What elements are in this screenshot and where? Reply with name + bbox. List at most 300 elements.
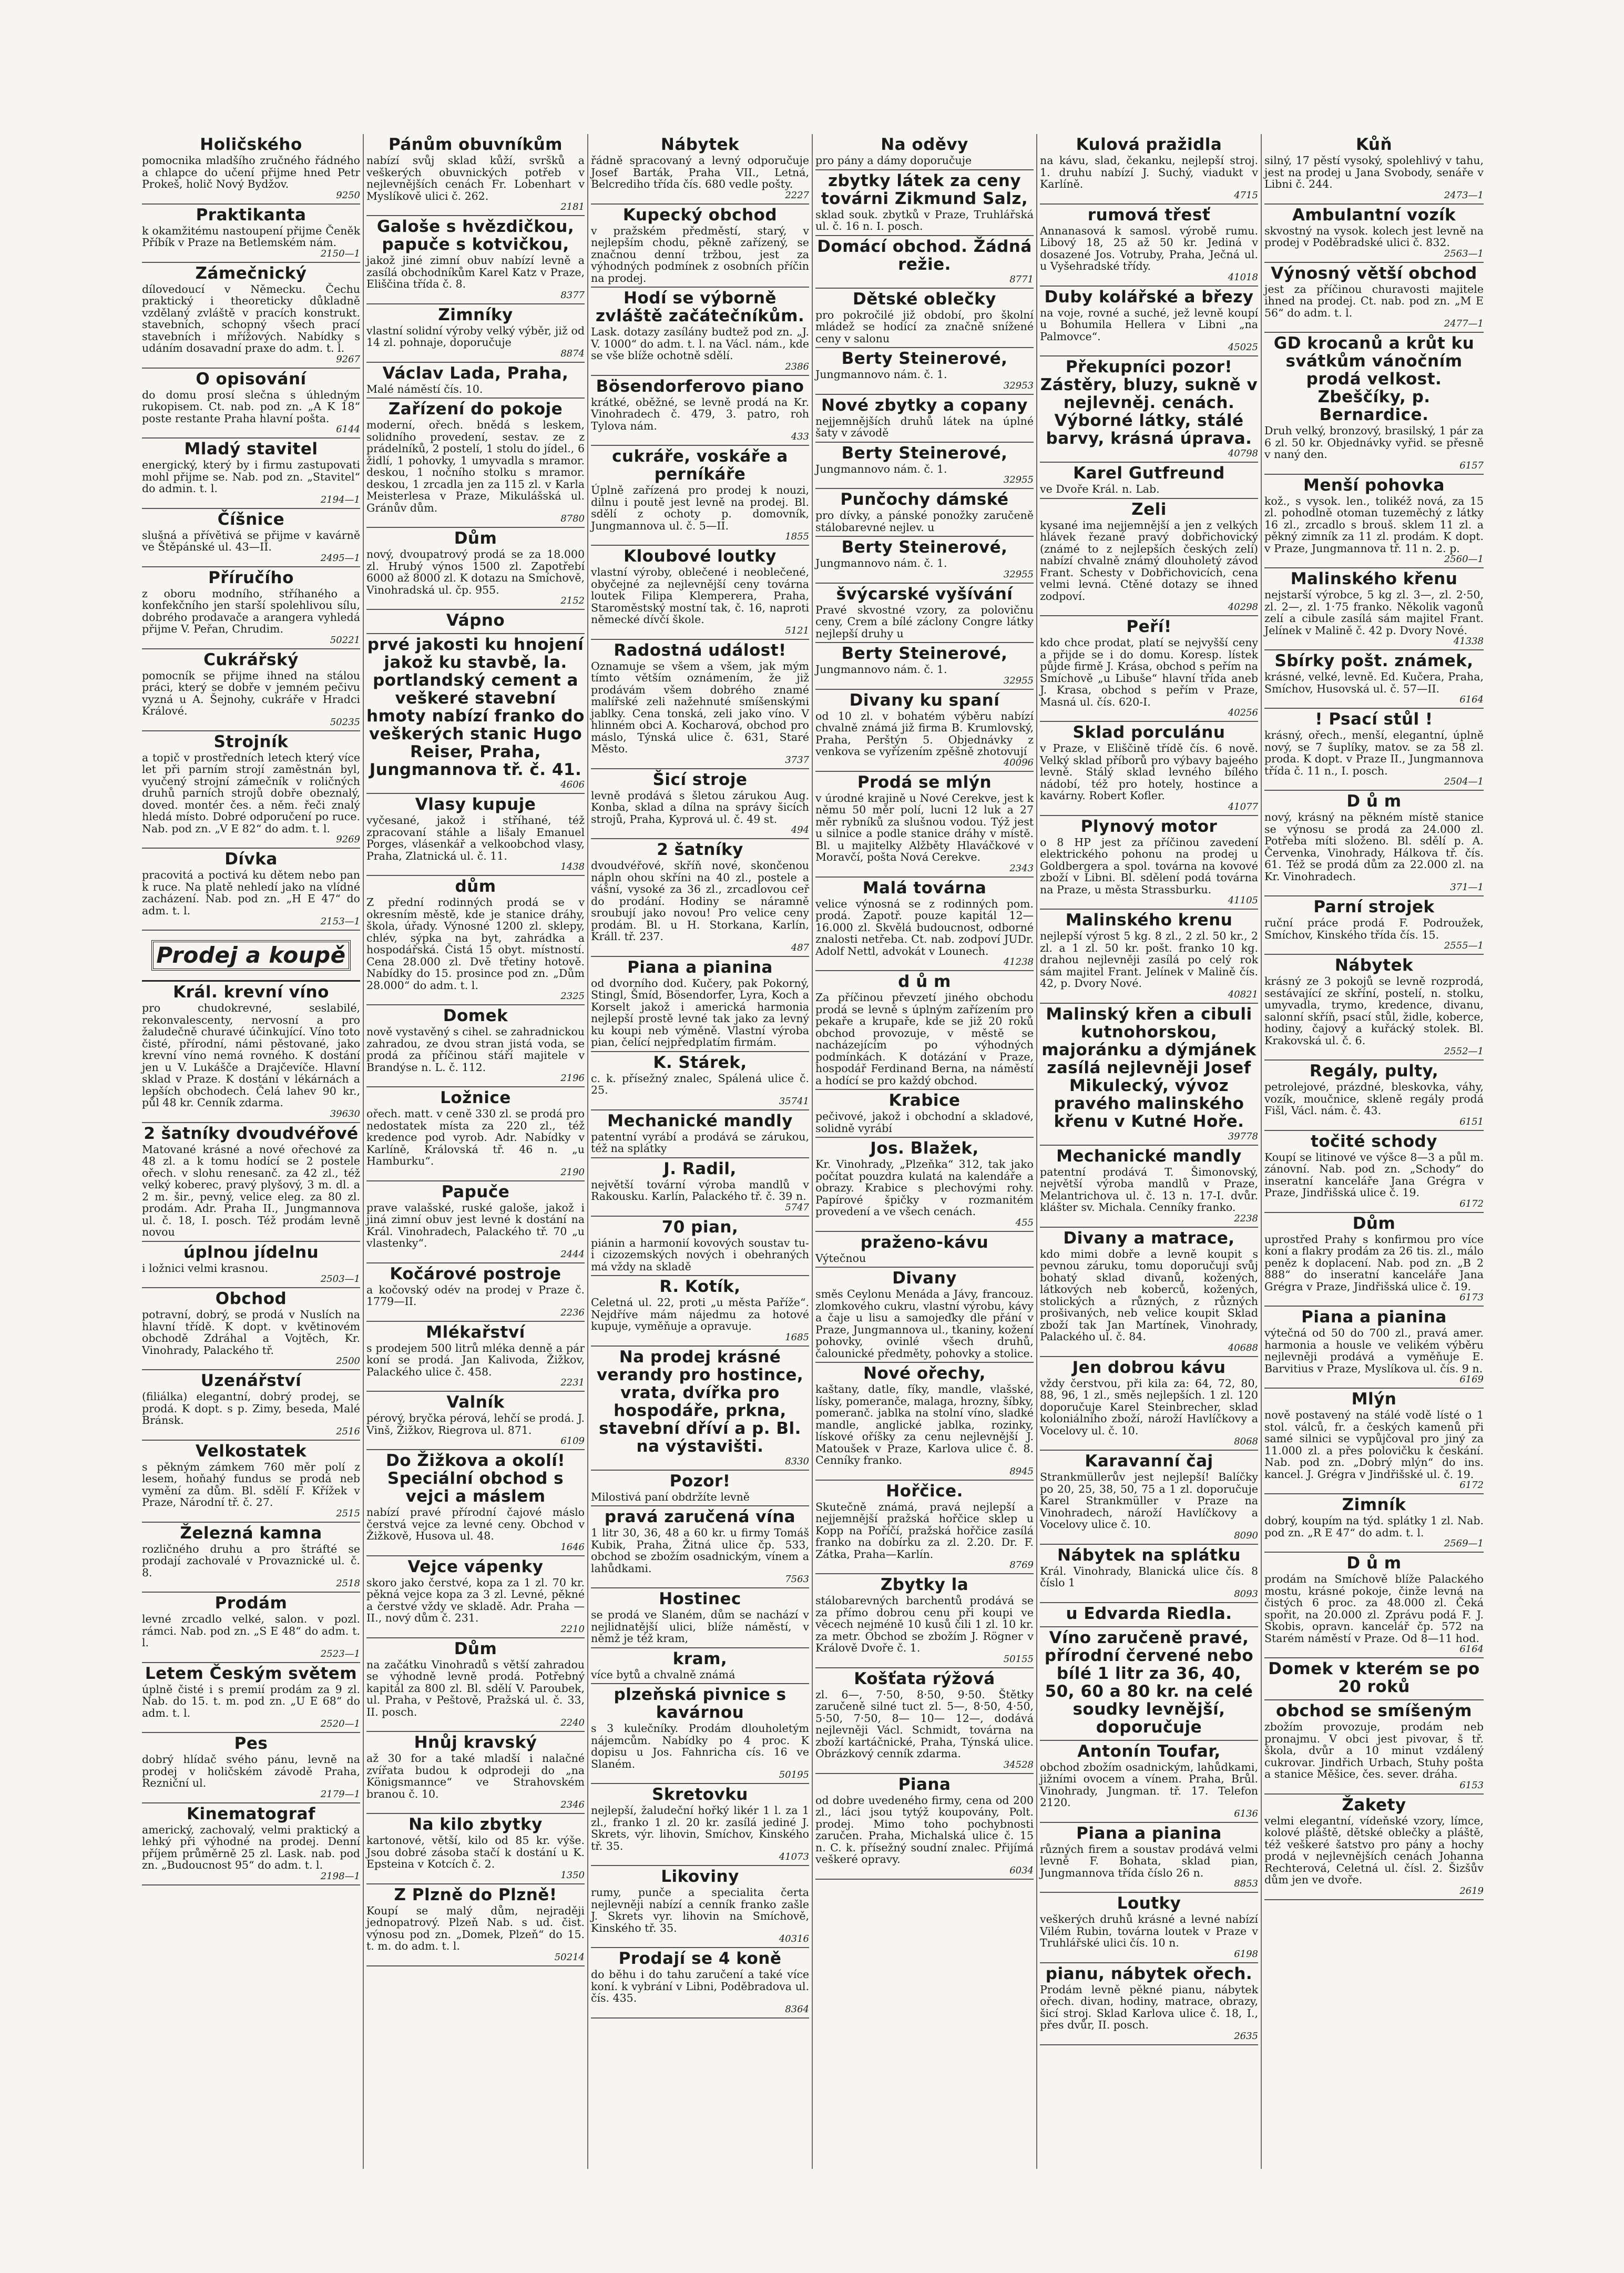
ad-heading: Valník xyxy=(446,1393,505,1412)
ad-body: více bytů a chvalně známá xyxy=(591,1668,736,1681)
ad-heading: Plynový motor xyxy=(1080,817,1218,836)
ad-body: petrolejové, prázdné, bleskovka, váhy, vozík, moučnice, skleně regály prodá Fišl, Václ. nám. č. 43. xyxy=(1264,1081,1484,1117)
ad-body: energický, který by i firmu zastupovati mohl přijme se. Nab. pod zn. „Stavitel“ do admin. t. l. xyxy=(142,458,360,495)
ad-number: 5747 xyxy=(785,1201,809,1213)
classified-ad xyxy=(1264,205,1484,263)
classified-ad xyxy=(1040,722,1258,816)
ad-body: s 3 kulečníky. Prodám dlouholetým nájemcům. Nabídky po 4 proc. K dopisu u Jos. Fahnricha cís. 16 ve Slaném. xyxy=(591,1722,809,1770)
ad-body: (filiálka) elegantní, dobrý prodej, se prodá. K dopt. s p. Zimy, beseda, Malé Bránsk. xyxy=(142,1390,360,1426)
ad-heading: Radostná událost! xyxy=(614,640,787,660)
ad-number: 371—1 xyxy=(1450,882,1484,893)
ad-body: dvoudvéřové, skříň nové, skončenou nápln ohou skříni na 40 zl., postele a vášní, vysoké za 36 zl., zrcadlovou ceř do prodání. Hodiny se náramně sroubují jako novou! Pro velice ceny prodám. Bl. u H. Storkana, Karlín, Králl. tř. 237. xyxy=(591,859,809,943)
ad-body: silný, 17 pěstí vysoký, spolehlivý v tahu, jest na prodej u Jana Svobody, senáře v Libni č. 244. xyxy=(1264,154,1484,190)
classified-ad xyxy=(815,1268,1034,1363)
ad-heading: Antonín Toufar, xyxy=(1077,1741,1221,1761)
ad-body: z oboru modního, stříhaného a konfekčního jen starší spolehlivou sílu, dobrého prodavače a arangera vyhledá přijme V. Peřan, Chrudim. xyxy=(142,587,360,635)
ad-body: od dobre uvedeného firmy, cena od 200 zl., láci jsou tytýž koupovány, Polt. prodej. Mimo toho pochybnosti zaručen. Praha, Michalská ulice č. 15 n. C. k. přísežný soudní znalec. Přijímá veškeré opravy. xyxy=(815,1793,1034,1866)
classified-ad xyxy=(591,1347,809,1471)
classified-ad xyxy=(1264,896,1484,955)
classified-ad xyxy=(591,1948,809,2019)
classified-ad xyxy=(142,1242,360,1289)
ad-body: obchod zbožím osadnickým, lahůdkami, jižními ovocem a vínem. Praha, Brůl. Vinohrady, Jungman. tř. 17. Telefon 2120. xyxy=(1040,1760,1258,1809)
ad-number: 34528 xyxy=(1003,1759,1034,1770)
ad-body: Kr. Vinohrady, „Plzeňka“ 312, tak jako počítat pouzdra kulatá na kalendáře a obrazy. Krabice s plechovými rohy. Papírové špičky v rozmanitém provedení a ve všech cenách. xyxy=(815,1158,1034,1218)
ad-heading: Na prodej krásné verandy pro hostince, vrata, dvířka pro hospodáře, prkna, stavební dříví a p. Bl. na výstavišti. xyxy=(596,1347,804,1456)
ad-number: 1855 xyxy=(785,531,809,542)
ad-number: 8945 xyxy=(1009,1465,1034,1477)
ad-heading: Domek xyxy=(443,1006,508,1025)
ad-number: 433 xyxy=(791,431,809,442)
ad-heading: Malinského křenu xyxy=(1290,569,1458,588)
ad-number: 41018 xyxy=(1228,271,1258,283)
classified-ad xyxy=(366,1814,585,1884)
classified-ad xyxy=(1264,1795,1484,1900)
classified-ad xyxy=(815,236,1034,289)
column-1 xyxy=(139,134,364,2169)
ad-body: moderní, ořech. bnědá s leskem, solidního provedení, sestav. ze z prádelníků, 2 postelí, 1 stolu do jídel., 6 židlí, 1 pohovky, 1 umyvadla s mramor. deskou, 1 nočního stolku s mramor. deskou, 1 zrcadla jen za 115 zl. v Karla Meisterlesa v Praze, Mikulášská ul. Gránův dům. xyxy=(366,419,585,514)
ad-body: levně prodává s šletou zárukou Aug. Konba, sklad a dílna na správy šicích strojů, Praha, Kyprová ul. č. 49 st. xyxy=(591,789,809,825)
ad-number: 3737 xyxy=(785,754,809,766)
classified-ad xyxy=(591,1276,809,1347)
ad-body: Jungmannovo nám. č. 1. xyxy=(815,368,947,381)
ad-number: 40256 xyxy=(1228,707,1258,718)
ad-heading: praženo-kávu xyxy=(860,1232,989,1252)
ad-body: levné zrcadlo velké, salon. v pozl. rámci. Nab. pod zn. „S E 48“ do adm. t. l. xyxy=(142,1613,360,1649)
ad-body: jest za příčinou churavosti majitele ihned na prodej. Ct. nab. pod zn. „M E 56“ do adm. t. l. xyxy=(1264,282,1484,319)
classified-ad xyxy=(142,439,360,509)
ad-heading: Mechanické mandly xyxy=(1056,1146,1242,1166)
ad-number: 2503—1 xyxy=(320,1273,360,1285)
ad-heading: úplnou jídelnu xyxy=(183,1242,319,1262)
ad-heading: Ambulantní vozík xyxy=(1292,205,1456,225)
ad-number: 45025 xyxy=(1228,342,1258,353)
ad-number: 6153 xyxy=(1459,1779,1484,1791)
ad-body: c. k. přísežný znalec, Spálená ulice č. 25. xyxy=(591,1072,809,1096)
classified-ad xyxy=(142,369,360,439)
classified-ad xyxy=(815,1232,1034,1268)
ad-number: 41077 xyxy=(1228,801,1258,812)
ad-number: 1685 xyxy=(785,1331,809,1343)
ad-number: 39778 xyxy=(1228,1130,1258,1142)
ad-body: do domu prosí slečna s úhledným rukopisem. Ct. nab. pod zn. „A K 18“ poste restante Praha hlavní pošta. xyxy=(142,388,360,425)
ad-number: 2346 xyxy=(560,1799,585,1810)
ad-body: vyčesané, jakož i stříhané, též zpracovaní stáhle a lišaly Emanuel Porges, vlásenkář a velkoobchod vlasy, Praha, Zlatnická ul. č. 11. xyxy=(366,814,585,862)
ad-body: ořech. matt. v ceně 330 zl. se prodá pro nedostatek místa za 220 zl., též kredence pod vyrob. Adr. Nabídky v Karlíně, Královská tř. 46 n. „u Hamburku“. xyxy=(366,1107,585,1167)
ad-number: 2181 xyxy=(560,201,585,212)
ad-heading: Mladý stavitel xyxy=(184,440,318,458)
ad-number: 6151 xyxy=(1459,1116,1484,1127)
classified-ad xyxy=(1040,356,1258,463)
ad-body: kdo mimi dobře a levně koupit s pevnou záruku, tomu doporučuji svůj bohatý sklad divanů, kožených, látkových neb koberců, kožených, stolických a různých, z různých prošivaných, neb velice koupit Sklad zboží tak Jan Martínek, Vinohrady, Palackého ul. č. 84. xyxy=(1040,1247,1258,1343)
ad-heading: Výnosný větší obchod xyxy=(1271,263,1477,283)
ad-heading: kram, xyxy=(672,1649,728,1668)
ad-heading: Papuče xyxy=(441,1182,510,1201)
ad-heading: Na kilo zbytky xyxy=(408,1815,543,1834)
ad-body: Strankmüllerův jest nejlepší! Balíčky po 20, 25, 38, 50, 75 a 1 zl. doporučuje Karel Strankmüller v Praze na Vinohradech, nároží Havlíčkovy a Vocelovy ulice č. 10. xyxy=(1040,1471,1258,1531)
ad-number: 2325 xyxy=(560,991,585,1002)
ad-heading: Nové zbytky a copany xyxy=(821,395,1028,415)
classified-ad xyxy=(142,982,360,1123)
ad-heading: Kočárové postroje xyxy=(390,1264,561,1283)
ad-number: 32955 xyxy=(1003,474,1034,485)
ad-heading: Skretovku xyxy=(652,1785,748,1804)
classified-ad xyxy=(142,134,360,205)
ad-heading: Uzenářství xyxy=(200,1371,302,1390)
classified-ad xyxy=(366,1322,585,1392)
ad-heading: 70 pian, xyxy=(661,1217,739,1237)
classified-ad xyxy=(591,640,809,769)
ad-heading: Pánům obuvníkům xyxy=(389,135,563,154)
classified-ad xyxy=(1040,816,1258,910)
ad-body: na začátku Vinohradů s větší zahradou se výhodně levně prodá. Potřebný kapitál za 800 zl. Bl. sdělí V. Paroubek, ul. Praha, v Peštově, Pražská ul. č. 33, II. posch. xyxy=(366,1658,585,1718)
ad-body: Jungmannovo nám. č. 1. xyxy=(815,462,947,475)
ad-body: úplně čisté i s premií prodám za 9 zl. Nab. do 15. t. m. pod zn. „U E 68“ do adm. t. l. xyxy=(142,1683,360,1719)
classified-ad xyxy=(591,1588,809,1648)
ad-body: velice výnosná se z rodinných pom. prodá. Zapotř. pouze kapitál 12—16.000 zl. Skvělá budoucnost, odborné znalosti netřeba. Ct. nab. zodpoví JUDr. Adolf Nettl, advokát v Lounech. xyxy=(815,897,1034,957)
ad-number: 8090 xyxy=(1234,1530,1258,1541)
ad-body: Král. Vinohrady, Blanická ulice čís. 8 číslo 1 xyxy=(1040,1564,1258,1589)
classified-ad xyxy=(815,289,1034,349)
ad-heading: Nové ořechy, xyxy=(863,1364,986,1383)
classified-ad xyxy=(1264,134,1484,205)
ad-body: na kávu, slad, čekanku, nejlepší stroj. 1. druhu nabízí J. Suchý, viadukt v Karlíně. xyxy=(1040,154,1258,190)
ad-body: nejjemnějších druhů látek na úplné šaty v závodě xyxy=(815,414,1034,439)
ad-heading: Pozor! xyxy=(669,1471,731,1491)
ad-heading: Zámečnický xyxy=(195,263,307,283)
classified-ad xyxy=(366,363,585,399)
classified-ad xyxy=(815,489,1034,537)
ad-heading: K. Stárek, xyxy=(653,1053,747,1072)
ad-body: kdo chce prodat, platí se nejvyšší ceny a přijde se i do domu. Koresp. lístek půjde firmě J. Krása, obchod s peřím na Smíchově „u Libuše“ hlavní třída aneb J. Krasa, obchod s peřím v Praze, Masná ul. čís. 620-I. xyxy=(1040,636,1258,708)
classified-ad xyxy=(366,1181,585,1263)
ad-heading: Vejce vápenky xyxy=(407,1557,544,1576)
ad-number: 32953 xyxy=(1003,380,1034,391)
ad-number: 6172 xyxy=(1459,1198,1484,1209)
ad-number: 32955 xyxy=(1003,675,1034,686)
ad-number: 6198 xyxy=(1234,1948,1258,1960)
ad-heading: Malinský křen a cibuli kutnohorskou, majoránku a dýmjánek zasílá nejlevněji Josef Mikulecký, vývoz pravého malinského křenu v Kutné Hoře. xyxy=(1041,1004,1257,1131)
ad-number: 2238 xyxy=(1234,1212,1258,1224)
ad-number: 2196 xyxy=(560,1073,585,1084)
ad-body: Za příčinou převzetí jiného obchodu prodá se levně s úplným zařízením pro pekaře a krupaře, kde se již 20 roků obchod provozuje, v městě se nacházejícím po výhodných podmínkách. K dotázání v Praze, hospodář Ferdinand Berna, na náměstí a hodící se pro každý obchod. xyxy=(815,991,1034,1087)
ad-number: 2179—1 xyxy=(320,1788,360,1800)
ad-heading: Dívka xyxy=(224,850,278,869)
classified-ad xyxy=(1040,1963,1258,2045)
ad-body: kož., s vysok. len., tolikéž nová, za 15 zl. pohodlně otoman tuzeměchý z látky 16 zl., zrcadlo s brouš. sklem 11 zl. a pěkný zimník za 11 zl. prodám. K dopt. v Praze, Jungmannova tř. 11 n. 2. p. xyxy=(1264,494,1484,555)
ad-heading: Domácí obchod. Žádná režie. xyxy=(817,237,1032,274)
ad-number: 39630 xyxy=(330,1108,360,1119)
ad-heading: pianu, nábytek ořech. xyxy=(1045,1964,1253,1983)
ad-number: 2635 xyxy=(1234,2030,1258,2042)
ad-body: pérový, bryčka pérová, lehčí se prodá. J. Vinš, Žižkov, Riegrova ul. 871. xyxy=(366,1412,585,1436)
ad-number: 8780 xyxy=(560,513,585,524)
ad-body: Koupí se malý dům, nejraději jednopatrový. Plzeň Nab. s ud. čist. výnosu pod zn. „Domek, Plzeň“ do 15. t. m. do adm. t. l. xyxy=(366,1904,585,1952)
ad-body: skvostný na vysok. kolech jest levně na prodej v Poděbradské ulici č. 832. xyxy=(1264,224,1484,249)
ad-body: krásné, velké, levně. Ed. Kučera, Praha, Smíchov, Husovská ul. č. 57—II. xyxy=(1264,670,1484,695)
ad-body: skoro jako čerstvé, kopa za 1 zl. 70 kr. pěkná vejce kopa za 3 zl. Levné, pěkné a čerstvé vždy ve skladě. Adr. Praha — II., nový dům č. 231. xyxy=(366,1576,585,1624)
ad-heading: Menší pohovka xyxy=(1303,475,1445,495)
ad-heading: prvé jakosti ku hnojení jakož ku stavbě, la. portlandský cement a veškeré stavební hmoty nabízí franko do veškerých stanic Hugo Reiser, Praha, Jungmannova tř. č. 41. xyxy=(366,635,585,779)
ad-number: 487 xyxy=(791,942,809,953)
ad-number: 41238 xyxy=(1003,956,1034,967)
ad-number: 2520—1 xyxy=(320,1718,360,1729)
classified-ad xyxy=(591,134,809,205)
ad-number: 2569—1 xyxy=(1444,1538,1484,1549)
ad-number: 8093 xyxy=(1234,1588,1258,1599)
classified-ad xyxy=(815,690,1034,772)
ad-heading: Holičského xyxy=(200,135,302,154)
classified-ad xyxy=(142,1123,360,1242)
classified-ad xyxy=(591,1784,809,1866)
ad-heading: Kinematograf xyxy=(187,1804,315,1823)
ad-heading: Piana xyxy=(898,1775,951,1794)
ad-heading: Dům xyxy=(454,1639,497,1658)
ad-body: s pěkným zámkem 760 měr polí z lesem, hoňahý fundus se prodá neb vymění za dům. Bl. sdělí F. Křížek v Praze, Národní tř. č. 27. xyxy=(142,1460,360,1508)
classified-ad xyxy=(142,509,360,567)
classified-ad xyxy=(142,205,360,263)
ad-body: řádně spracovaný a levný odporučuje Josef Barták, Praha VII., Letná, Belcrediho třída čís. 680 vedle pošty. xyxy=(591,154,809,190)
ad-number: 1646 xyxy=(560,1541,585,1553)
ad-heading: Prodej a koupě xyxy=(151,940,351,971)
ad-heading: Do Žižkova a okolí! Speciální obchod s vejci a máslem xyxy=(386,1451,565,1506)
ad-number: 50195 xyxy=(779,1769,809,1780)
ad-number: 8853 xyxy=(1234,1878,1258,1889)
ad-heading: Galoše s hvězdičkou, papuče s kotvičkou, xyxy=(376,217,575,254)
classified-ad xyxy=(142,849,360,931)
classified-ad xyxy=(142,1733,360,1803)
classified-ad xyxy=(142,731,360,849)
classified-ad xyxy=(366,1556,585,1638)
ad-heading: Šicí stroje xyxy=(652,770,748,789)
classified-ad xyxy=(815,348,1034,395)
ad-body: nejstarší výrobce, 5 kg zl. 3—, zl. 2·50, zl. 2—, zl. 1·75 franko. Několik vagonů zelí a cibule zasílá sám majitel Frant. Jelínek v Malině č. 42 p. Dvory Nové. xyxy=(1264,588,1484,637)
classified-ad xyxy=(1040,463,1258,499)
ad-number: 1350 xyxy=(560,1869,585,1881)
column-4 xyxy=(813,134,1037,2169)
ad-body: patentní vyrábí a prodává se zárukou, též na splátky xyxy=(591,1130,809,1155)
ad-body: nový, krásný na pěkném místě stanice se výnosu se prodá za 24.000 zl. Potřeba míti složeno. Bl. sdělí p. A. Červenka, Vinohrady, Hálkova tř. čís. 61. Též se prodá dům za 22.000 zl. na Kr. Vinohradech. xyxy=(1264,811,1484,883)
classified-ad xyxy=(815,643,1034,690)
classified-ad xyxy=(591,1052,809,1110)
ad-heading: Král. krevní víno xyxy=(173,983,329,1002)
ad-heading: Divany xyxy=(892,1269,957,1288)
ad-heading: Velkostatek xyxy=(195,1441,307,1461)
ad-heading: Berty Steinerové, xyxy=(841,349,1008,368)
ad-number: 41073 xyxy=(779,1851,809,1862)
classified-ad xyxy=(1040,205,1258,287)
ad-heading: Sbírky pošt. známek, xyxy=(1274,651,1474,670)
ad-number: 2153—1 xyxy=(320,916,360,927)
ad-number: 6034 xyxy=(1009,1864,1034,1876)
ad-number: 5121 xyxy=(785,625,809,636)
ad-number: 40316 xyxy=(779,1933,809,1944)
ad-body: uprostřed Prahy s konfirmou pro více koní a flakry prodám za 26 tis. zl., málo peněz k doplacení. Nab. pod zn. „B 2 888“ do inseratní kanceláře Jana Grégra v Praze, Jindřišská ulice č. 19. xyxy=(1264,1232,1484,1293)
ad-heading: Nábytek xyxy=(660,135,740,154)
ad-number: 2555—1 xyxy=(1444,940,1484,951)
ad-number: 40798 xyxy=(1228,448,1258,459)
classified-ad xyxy=(1040,499,1258,617)
classified-ad xyxy=(591,769,809,840)
ad-number: 2504—1 xyxy=(1444,776,1484,787)
ad-heading: Duby kolářské a březy xyxy=(1044,287,1254,307)
ad-heading: Košťata rýžová xyxy=(854,1669,995,1688)
ad-heading: Číšnice xyxy=(217,509,285,529)
ad-heading: Dům xyxy=(454,529,497,548)
ad-number: 6157 xyxy=(1459,460,1484,471)
classified-ad xyxy=(1040,1893,1258,1963)
classified-ad xyxy=(1264,650,1484,709)
ad-body: prodám na Smíchově blíže Palackého mostu, krásné pokoje, činže levná na čistých 6 proc. za 48.000 zl. Čeká spořit, na 20.000 zl. Zprávu podá F. J. Skobis, opravn. kancelář čp. 572 na Starém náměstí v Praze. Od 8—11 hod. xyxy=(1264,1573,1484,1645)
classified-ad xyxy=(1040,1146,1258,1228)
ad-heading: D ů m xyxy=(1346,1554,1402,1573)
ad-heading: Piana a pianina xyxy=(1301,1308,1447,1327)
ad-number: 9267 xyxy=(336,353,360,365)
ad-body: se prodá ve Slaném, dům se nachází v nejlidnatější ulici, blíže náměstí, v němž je též kram, xyxy=(591,1608,809,1645)
ad-heading: Strojník xyxy=(213,732,289,751)
classified-ad xyxy=(142,1523,360,1593)
classified-columns xyxy=(139,134,1488,2169)
ad-heading: rumová třesť xyxy=(1087,205,1211,225)
ad-heading: Dětské oblečky xyxy=(853,289,996,309)
classified-ad xyxy=(815,878,1034,972)
ad-number: 2198—1 xyxy=(320,1870,360,1882)
ad-body: krásný, ořech., menší, elegantní, úplně nový, se 7 šuplíky, matov. se za 58 zl. proda. K dopt. v Praze II., Jungmannova třída č. 11 n., I. posch. xyxy=(1264,729,1484,777)
ad-heading: Kulová pražidla xyxy=(1076,135,1222,154)
classified-ad xyxy=(142,567,360,649)
ad-body: pro pány a dámy doporučuje xyxy=(815,154,972,167)
classified-ad xyxy=(1264,1389,1484,1494)
ad-body: Úplně zařízená pro prodej k nouzi, dilnu i poutě jest levně na prodej. Bl. sdělí z ochoty p. domovník, Jungmannova ul. č. 5—II. xyxy=(591,484,809,532)
ad-heading: Hnůj kravský xyxy=(414,1733,537,1752)
ad-heading: Vápno xyxy=(446,611,505,630)
ad-number: 6169 xyxy=(1459,1374,1484,1385)
ad-body: ve Dvoře Král. n. Lab. xyxy=(1040,483,1160,495)
ad-body: Druh velký, bronzový, brasilský, 1 pár za 6 zl. 50 kr. Objednávky vyřid. se přesně v naný den. xyxy=(1264,424,1484,461)
classified-ad xyxy=(366,1638,585,1732)
classified-ad xyxy=(142,1593,360,1663)
classified-ad xyxy=(366,634,585,794)
classified-ad xyxy=(591,1217,809,1277)
ad-number: 50155 xyxy=(1003,1653,1034,1665)
ad-number: 8364 xyxy=(785,2003,809,2015)
ad-body: Oznamuje se všem a všem, jak mým tímto větším oznámením, že již prodávám všem dobrého znamé malířské zeli nažehnuté smíšenskými jablky. Cena tonská, zeli jako víno. V hlinném obci A. Kocharová, obchod pro máslo, Týnská ulice č. 631, Staré Město. xyxy=(591,659,809,755)
ad-body: Pravé skvostné vzory, za polovičnu ceny, Crem a bílé záclony Congre látky nejlepší druhy u xyxy=(815,603,1034,640)
ad-heading: Prodám xyxy=(215,1594,288,1613)
ad-number: 2563—1 xyxy=(1444,248,1484,259)
ad-number: 7563 xyxy=(785,1574,809,1585)
ad-body: rumy, punče a specialita čerta nejlevněji nabízí a cenník franko zašle J. Skrets vyr. lihovin na Smíchově, Kinského tř. 35. xyxy=(591,1886,809,1934)
ad-body: o 8 HP jest za příčinou zavedení elektrického pohonu na prodej u Goldbergera a spol. továrna na kovové zboží v Libni. Bl. sdělení podá továrna na Praze, u města Strassburku. xyxy=(1040,835,1258,896)
ad-number: 6164 xyxy=(1459,1644,1484,1655)
ad-number: 4715 xyxy=(1234,189,1258,201)
ad-body: vlastní výroby, oblečené i neoblečené, obyčejné za nejlevnější ceny továrna loutek Filipa Klemperera, Praha, Staroměstský mostní tak, č. 16, naproti německé dívčí škole. xyxy=(591,566,809,626)
ad-body: velmi elegantní, vídeňské vzory, límce, kolové pláště, dětské oblečky a pláště, též veškeré šatstvo pro pány a hochy prodá v nejlevnějších cenách Johanna Rechterová, Celetná ul. čísl. 2. Šizšův dům jen ve dvoře. xyxy=(1264,1814,1484,1886)
classified-ad xyxy=(815,1138,1034,1232)
ad-body: do běhu i do tahu zaručení a také více koní. k vybrání v Libni, Poděbradova ul. čís. 435. xyxy=(591,1968,809,2004)
ad-heading: Zbytky la xyxy=(880,1575,969,1594)
classified-ad xyxy=(366,1450,585,1556)
ad-body: pomocnika mladšího zručného řádného a chlapce do učení přijme hned Petr Prokeš, holič Nový Bydžov. xyxy=(142,154,360,190)
ad-heading: Likoviny xyxy=(661,1867,739,1886)
classified-ad xyxy=(142,1803,360,1885)
ad-number: 50221 xyxy=(330,634,360,646)
ad-body: Jungmannovo nám. č. 1. xyxy=(815,557,947,569)
ad-body: sklad souk. zbytků v Praze, Truhlářská ul. č. 16 n. I. posch. xyxy=(815,208,1034,232)
ad-number: 2473—1 xyxy=(1444,189,1484,201)
ad-body: a kočovský odév na prodej v Praze č. 1779—II. xyxy=(366,1283,585,1308)
ad-number: 2152 xyxy=(560,595,585,606)
ad-heading: Piana a pianina xyxy=(1076,1823,1222,1843)
ad-body: dobrý, koupím na týd. splátky 1 zl. Nab. pod zn. „R E 47“ do adm. t. l. xyxy=(1264,1514,1484,1539)
ad-heading: Nábytek na splátku xyxy=(1057,1545,1241,1565)
classified-ad xyxy=(1264,1494,1484,1553)
ad-number: 4606 xyxy=(560,779,585,790)
classified-ad xyxy=(1040,134,1258,205)
classified-ad xyxy=(1040,1357,1258,1451)
ad-number: 2150—1 xyxy=(320,248,360,259)
ad-heading: Zimník xyxy=(1342,1495,1406,1514)
ad-body: piánin a harmonií kovových soustav tu- i cizozemských nových i obehraných má vždy na skladě xyxy=(591,1236,809,1273)
classified-ad xyxy=(1040,1741,1258,1823)
ad-body: kysané ima nejjemnější a jen z velkých hlávek řezané pravý dobřichovický (známé to z nejlepších českých zelí) nabízí chvalně známý dlouholetý závod Frant. Schesty v Dobřichovicích, cena velmi levná. Ctěné dotazy se ihned zodpoví. xyxy=(1040,518,1258,603)
ad-number: 2236 xyxy=(560,1307,585,1318)
ad-heading: Kůň xyxy=(1355,135,1393,154)
column-5 xyxy=(1037,134,1262,2169)
ad-body: v pražském předměstí, starý, v nejlepším chodu, pěkně zařízený, se značnou denní tržbou, jest za výhodných podmínek z osobních příčin na prodej. xyxy=(591,224,809,284)
ad-number: 41338 xyxy=(1453,636,1484,647)
ad-number: 8068 xyxy=(1234,1436,1258,1447)
ad-body: pro pokročilé již období, pro školní mládež se hodící za značně snížené ceny v salonu xyxy=(815,308,1034,345)
ad-body: v úrodné krajině u Nové Cerekve, jest k němu 50 měr polí, lucni 12 luk a 27 měr rybníků za slušnou vodou. Týž jest u silnice a podle stanice dráhy v místě. Bl. u majitelky Alžběty Hlaváčkové v Moravčí, pošta Nová Cerekve. xyxy=(815,791,1034,863)
ad-body: nový, dvoupatrový prodá se za 18.000 zl. Hrubý výnos 1500 zl. Zapotřebí 6000 až 8000 zl. K dotazu na Smíchově, Vinohradská ul. čp. 955. xyxy=(366,548,585,596)
ad-body: pečivové, jakož i obchodní a skladové, solidně vyrábí xyxy=(815,1110,1034,1135)
ad-body: na voje, rovné a suché, jež levně koupí u Bohumila Hellera v Libni „na Palmovce“. xyxy=(1040,306,1258,343)
classified-ad xyxy=(815,1774,1034,1880)
ad-heading: Divany ku spaní xyxy=(849,690,1000,710)
ad-heading: plzeňská pivnice s kavárnou xyxy=(614,1685,787,1722)
ad-heading: 2 šatníky dvoudvéřové xyxy=(144,1124,359,1143)
classified-ad xyxy=(366,876,585,1005)
ad-number: 2523—1 xyxy=(320,1648,360,1659)
ad-heading: Kupecký obchod xyxy=(622,205,778,225)
classified-ad xyxy=(142,1441,360,1523)
ad-number: 2495—1 xyxy=(320,552,360,564)
classified-ad xyxy=(142,263,360,369)
ad-body: zl. 6—, 7·50, 8·50, 9·50. Štětky zaručeně silné tuct zl. 5—, 8·50, 4·50, 5·50, 7·50, 8— 10— 12—, dodává nejlevněji Václ. Schmidt, továrna na zboží kartáčnické, Praha, Týnská ulice. Obrázkový cenník zdarma. xyxy=(815,1688,1034,1760)
ad-body: Celetná ul. 22, proti „u města Paříže“. Nejdříve mám nájedmu za hotové kupuje, vyměňuje a opravuje. xyxy=(591,1296,809,1332)
ad-body: krátké, oběžné, se levně prodá na Kr. Vinohradech č. 479, 3. patro, roh Tylova nám. xyxy=(591,395,809,432)
classified-ad xyxy=(1264,475,1484,569)
ad-heading: Krabice xyxy=(888,1091,961,1110)
classified-ad xyxy=(142,1370,360,1441)
ad-number: 8874 xyxy=(560,348,585,359)
classified-ad xyxy=(142,1288,360,1370)
ad-heading: Železná kamna xyxy=(180,1523,322,1543)
ad-heading: pravá zaručená vína xyxy=(604,1507,796,1526)
classified-ad xyxy=(815,1363,1034,1481)
ad-heading: Z Plzně do Plzně! xyxy=(394,1885,557,1904)
classified-ad xyxy=(1040,1823,1258,1893)
ad-body: Koupí se litinové ve výšce 8—3 a půl m. zánovní. Nab. pod zn. „Schody“ do inseratní kanceláře Jana Grégra v Praze, Jindřišská ulice č. 19. xyxy=(1264,1150,1484,1199)
classified-ad xyxy=(366,399,585,528)
ad-heading: Překupníci pozor! Zástěry, bluzy, sukně v nejlevněj. cenách. Výborné látky, stálé barvy, krásná úprava. xyxy=(1040,358,1258,448)
ad-heading: Nábytek xyxy=(1334,956,1414,975)
ad-heading: Kloubové loutky xyxy=(624,547,777,566)
ad-number: 2240 xyxy=(560,1717,585,1728)
column-3 xyxy=(588,134,813,2169)
classified-ad xyxy=(1040,1451,1258,1545)
ad-body: a topič v prostředních letech který více let při parním strojí zaměstnán byl, vyučený strojní zámečník v roličných druhů parních strojů dobře obeznalý, doved. montér čes. a něm. řeči znalý hledá místo. Dobré odporučení po ruce. Nab. pod zn. „V E 82“ do adm. t. l. xyxy=(142,751,360,835)
